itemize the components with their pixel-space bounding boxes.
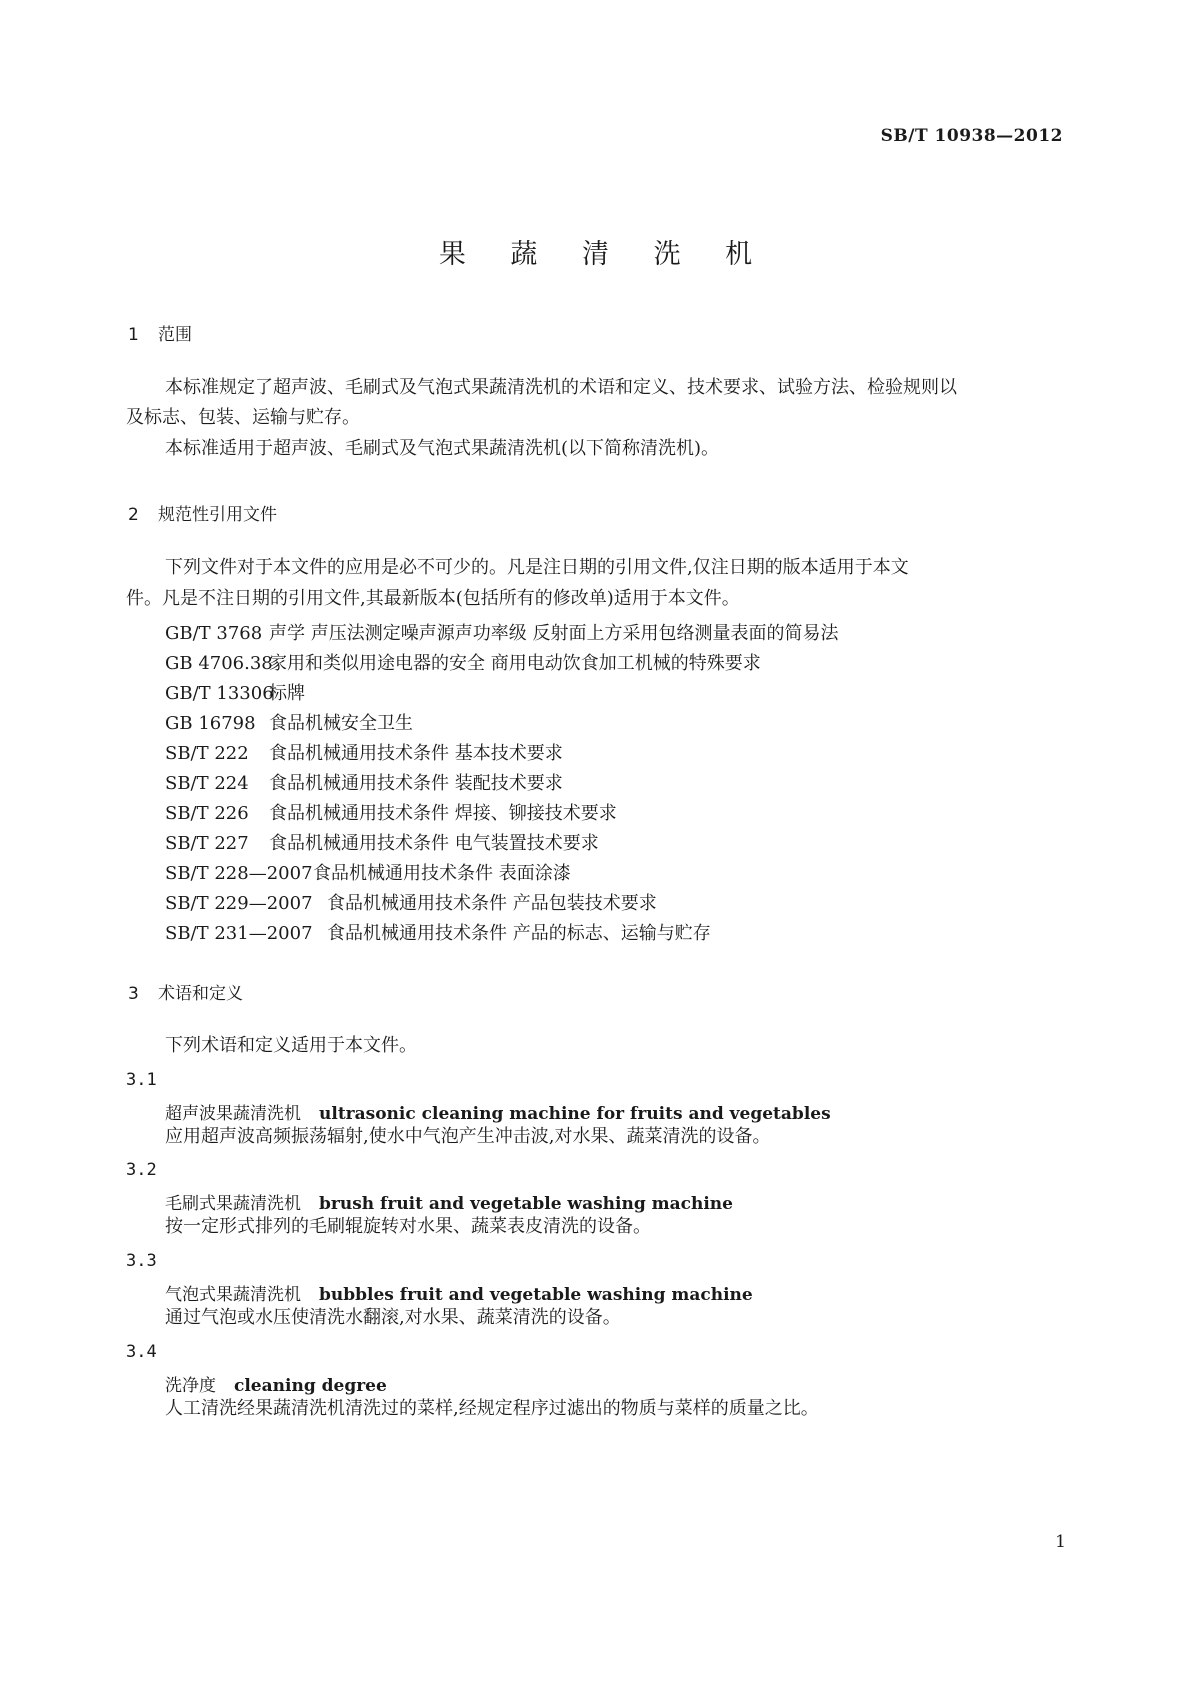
section-number: 2 (128, 505, 139, 525)
section-title: 范围 (158, 325, 192, 345)
paragraph: 本标准适用于超声波、毛刷式及气泡式果蔬清洗机(以下简称清洗机)。 (165, 438, 720, 459)
reference-code: SB/T 222 (165, 743, 249, 764)
term-number: 3.4 (126, 1342, 157, 1362)
term-number: 3.2 (126, 1160, 157, 1180)
reference-code: SB/T 229—2007 (165, 893, 313, 914)
reference-item (165, 859, 571, 885)
reference-code: GB 4706.38 (165, 653, 273, 674)
standard-code: SB/T 10938—2012 (880, 126, 1063, 146)
reference-item (165, 769, 563, 795)
reference-item (165, 799, 617, 825)
reference-title: 食品机械通用技术条件 装配技术要求 (269, 773, 563, 794)
reference-item (165, 739, 563, 765)
paragraph: 下列文件对于本文件的应用是必不可少的。凡是注日期的引用文件,仅注日期的版本适用于本文 (165, 557, 909, 578)
paragraph: 下列术语和定义适用于本文件。 (165, 1035, 417, 1056)
document-title: 果 蔬 清 洗 机 (438, 239, 771, 270)
section-3-heading (128, 979, 243, 1004)
section-2-heading (128, 500, 277, 525)
reference-title: 食品机械通用技术条件 产品的标志、运输与贮存 (327, 923, 711, 944)
reference-item (165, 919, 711, 945)
section-number: 1 (128, 325, 139, 345)
reference-title: 食品机械通用技术条件 焊接、铆接技术要求 (269, 803, 617, 824)
paragraph: 件。凡是不注日期的引用文件,其最新版本(包括所有的修改单)适用于本文件。 (126, 588, 740, 609)
reference-code: SB/T 231—2007 (165, 923, 313, 944)
reference-code: SB/T 227 (165, 833, 249, 854)
reference-title: 食品机械通用技术条件 基本技术要求 (269, 743, 563, 764)
page-number: 1 (1055, 1532, 1066, 1552)
section-title: 规范性引用文件 (158, 505, 277, 525)
reference-item (165, 709, 413, 735)
reference-title: 声学 声压法测定噪声源声功率级 反射面上方采用包络测量表面的简易法 (269, 623, 839, 644)
reference-title: 标牌 (269, 683, 305, 704)
reference-item (165, 619, 838, 645)
reference-title: 家用和类似用途电器的安全 商用电动饮食加工机械的特殊要求 (269, 653, 761, 674)
term-definition: 人工清洗经果蔬清洗机清洗过的菜样,经规定程序过滤出的物质与菜样的质量之比。 (165, 1398, 819, 1419)
term-name-en: brush fruit and vegetable washing machine (319, 1194, 733, 1214)
reference-item (165, 829, 599, 855)
term-name-en: ultrasonic cleaning machine for fruits and vegetables (319, 1104, 831, 1124)
reference-code: GB/T 13306 (165, 683, 274, 704)
section-1-heading (128, 320, 192, 345)
term-definition: 按一定形式排列的毛刷辊旋转对水果、蔬菜表皮清洗的设备。 (165, 1216, 651, 1237)
reference-code: SB/T 226 (165, 803, 249, 824)
reference-item (165, 679, 305, 705)
reference-code: GB/T 3768 (165, 623, 263, 644)
reference-code: GB 16798 (165, 713, 256, 734)
term-name-en: bubbles fruit and vegetable washing machine (319, 1285, 753, 1305)
reference-item (165, 649, 761, 675)
paragraph: 本标准规定了超声波、毛刷式及气泡式果蔬清洗机的术语和定义、技术要求、试验方法、检验规则以 (165, 377, 957, 398)
reference-code: SB/T 228—2007 (165, 863, 313, 884)
term-name-en: cleaning degree (234, 1376, 387, 1396)
term-name-zh: 毛刷式果蔬清洗机 (165, 1194, 301, 1214)
section-number: 3 (128, 984, 139, 1004)
reference-code: SB/T 224 (165, 773, 249, 794)
term-name-zh: 气泡式果蔬清洗机 (165, 1285, 301, 1305)
paragraph: 及标志、包装、运输与贮存。 (126, 407, 360, 428)
term-definition: 通过气泡或水压使清洗水翻滚,对水果、蔬菜清洗的设备。 (165, 1307, 621, 1328)
reference-title: 食品机械通用技术条件 电气装置技术要求 (269, 833, 599, 854)
term-number: 3.3 (126, 1251, 157, 1271)
term-name-zh: 洗净度 (165, 1376, 216, 1396)
reference-title: 食品机械通用技术条件 表面涂漆 (313, 863, 571, 884)
reference-title: 食品机械安全卫生 (269, 713, 413, 734)
section-title: 术语和定义 (158, 984, 243, 1004)
reference-title: 食品机械通用技术条件 产品包装技术要求 (327, 893, 657, 914)
reference-item (165, 889, 657, 915)
term-number: 3.1 (126, 1070, 157, 1090)
term-definition: 应用超声波高频振荡辐射,使水中气泡产生冲击波,对水果、蔬菜清洗的设备。 (165, 1126, 771, 1147)
term-name-zh: 超声波果蔬清洗机 (165, 1104, 301, 1124)
